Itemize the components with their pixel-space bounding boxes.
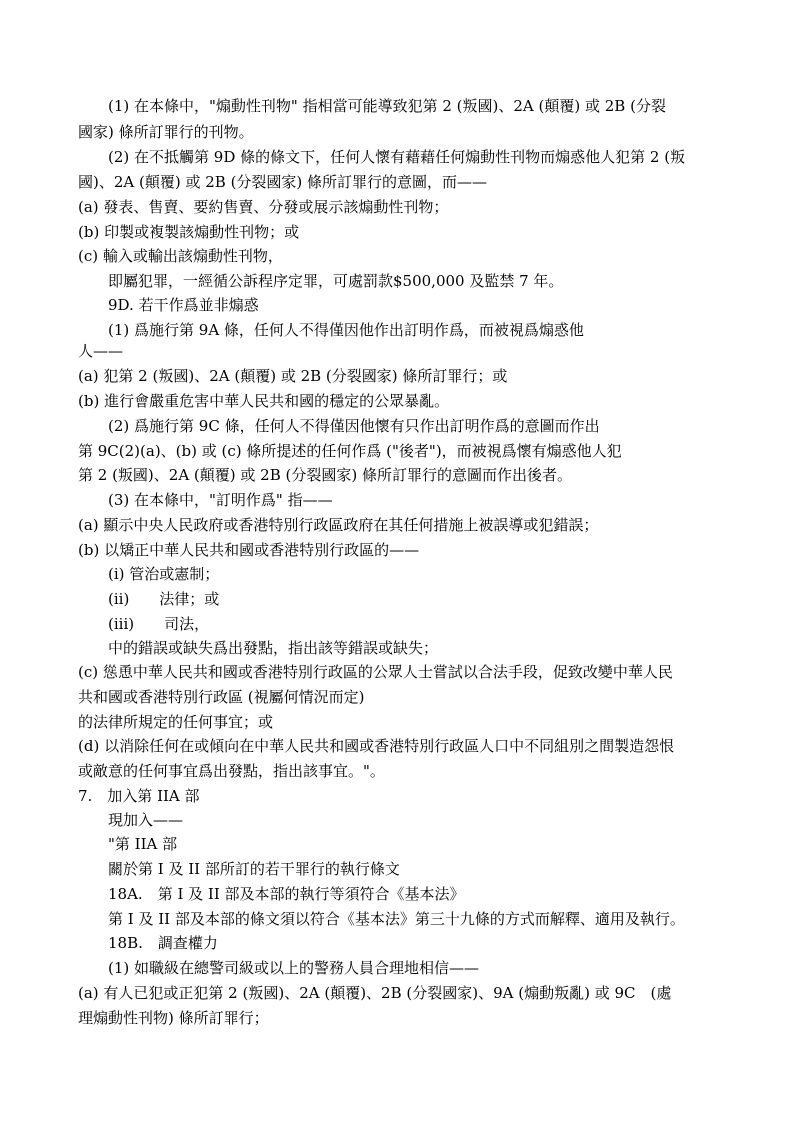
text-line: 或敵意的任何事宜爲出發點，指出該事宜。"。 <box>78 762 385 780</box>
text-line: (a) 犯第 2 (叛國)、2A (顛覆) 或 2B (分裂國家) 條所訂罪行；或 <box>78 367 508 385</box>
text-line: 即屬犯罪，一經循公訴程序定罪，可處罰款$500,000 及監禁 7 年。 <box>108 272 564 290</box>
text-line: 第 2 (叛國)、2A (顛覆) 或 2B (分裂國家) 條所訂罪行的意圖而作出後者。 <box>78 466 572 484</box>
text-line: (a) 有人已犯或正犯第 2 (叛國)、2A (顛覆)、2B (分裂國家)、9A (煽動叛亂) 或 9C (處 <box>78 984 672 1002</box>
text-line: (2) 爲施行第 9C 條，任何人不得僅因他懷有只作出訂明作爲的意圖而作出 <box>108 417 600 435</box>
text-line: (b) 印製或複製該煽動性刊物；或 <box>78 223 300 241</box>
text-line: (a) 發表、售賣、要約售賣、分發或展示該煽動性刊物； <box>78 198 449 216</box>
text-line: (c) 慫恿中華人民共和國或香港特別行政區的公眾人士嘗試以合法手段，促致改變中華人民 <box>78 663 673 681</box>
text-line: 的法律所規定的任何事宜；或 <box>78 713 274 731</box>
text-line: 現加入—— <box>108 811 184 829</box>
section-heading: 9D. 若干作爲並非煽惑 <box>108 296 259 314</box>
text-line: (iii) 司法， <box>108 615 210 633</box>
text-line: (c) 輸入或輸出該煽動性刊物， <box>78 247 283 265</box>
section-heading: 18B. 調查權力 <box>108 934 218 952</box>
text-line: (1) 在本條中，"煽動性刊物" 指相當可能導致犯第 2 (叛國)、2A (顛覆) 或 2B (分裂 <box>108 97 666 115</box>
part-heading: "第 IIA 部 <box>108 835 178 853</box>
text-line: (1) 爲施行第 9A 條，任何人不得僅因他作出訂明作爲，而被視爲煽惑他 <box>108 321 584 339</box>
text-line: (2) 在不抵觸第 9D 條的條文下，任何人懷有藉藉任何煽動性刊物而煽惑他人犯第 2 (叛 <box>108 148 686 166</box>
section-heading: 18A. 第 I 及 II 部及本部的執行等須符合《基本法》 <box>108 885 465 903</box>
text-line: (i) 管治或憲制； <box>108 565 220 583</box>
text-line: 共和國或香港特別行政區 (視屬何情況而定) <box>78 688 365 706</box>
text-line: (b) 進行會嚴重危害中華人民共和國的穩定的公眾暴亂。 <box>78 392 450 410</box>
part-subtitle: 關於第 I 及 II 部所訂的若干罪行的執行條文 <box>108 860 400 878</box>
text-line: 第 I 及 II 部及本部的條文須以符合《基本法》第三十九條的方式而解釋、適用及執行。 <box>108 910 685 928</box>
text-line: (a) 顯示中央人民政府或香港特別行政區政府在其任何措施上被誤導或犯錯誤； <box>78 516 599 534</box>
text-line: 理煽動性刊物) 條所訂罪行； <box>78 1009 269 1027</box>
text-line: 人—— <box>78 342 124 360</box>
text-line: (b) 以矯正中華人民共和國或香港特別行政區的—— <box>78 541 420 559</box>
text-line: (ii) 法律；或 <box>108 590 220 608</box>
text-line: 國)、2A (顛覆) 或 2B (分裂國家) 條所訂罪行的意圖，而—— <box>78 173 488 191</box>
text-line: 第 9C(2)(a)、(b) 或 (c) 條所提述的任何作爲 ("後者")，而被視爲懷有煽惑他人犯 <box>78 442 622 460</box>
text-line: (d) 以消除任何在或傾向在中華人民共和國或香港特別行政區人口中不同組別之間製造怨恨 <box>78 737 675 755</box>
text-line: (3) 在本條中，"訂明作爲" 指—— <box>108 491 333 509</box>
text-line: (1) 如職級在總警司級或以上的警務人員合理地相信—— <box>108 959 480 977</box>
section-heading: 7. 加入第 IIA 部 <box>78 787 200 805</box>
text-line: 中的錯誤或缺失爲出發點，指出該等錯誤或缺失； <box>108 639 439 657</box>
text-line: 國家) 條所訂罪行的刊物。 <box>78 123 254 141</box>
